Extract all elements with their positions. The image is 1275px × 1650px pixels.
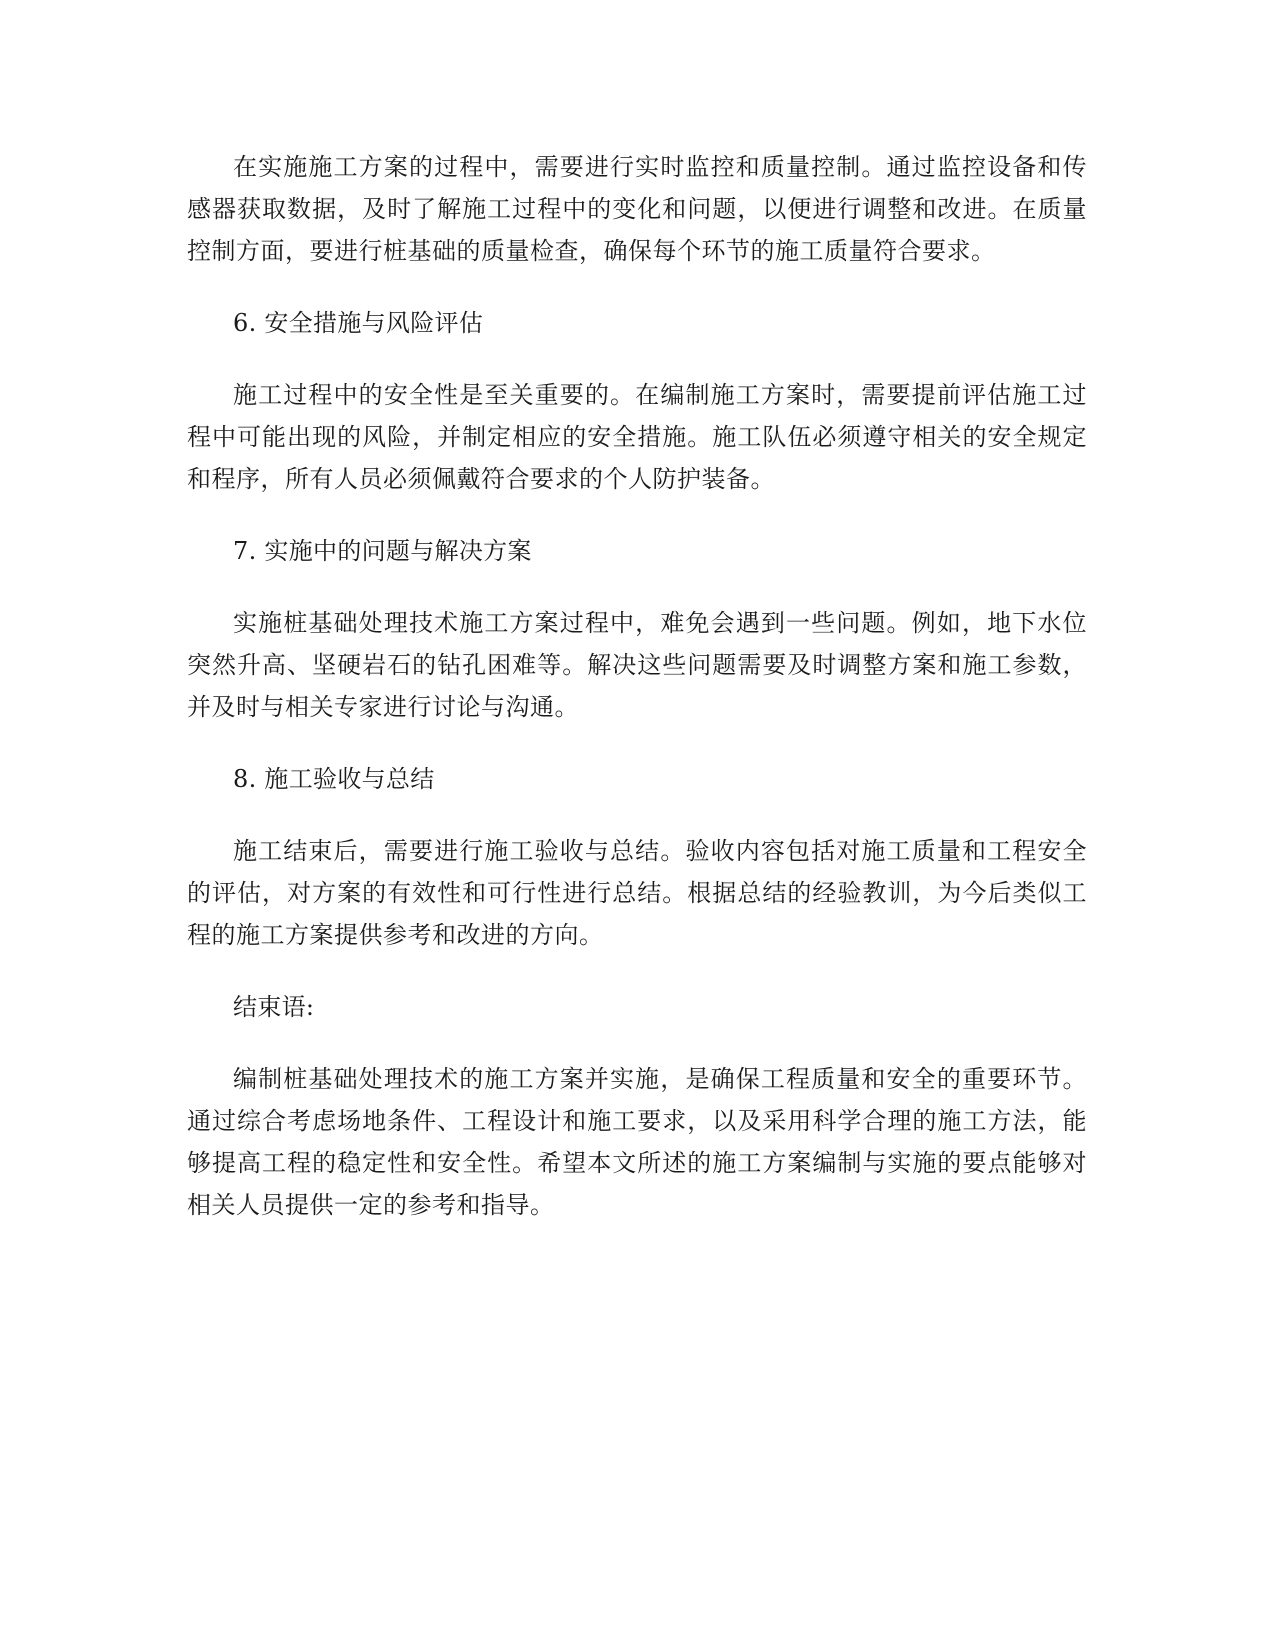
paragraph-safety: 施工过程中的安全性是至关重要的。在编制施工方案时，需要提前评估施工过程中可能出现的风险，并制定相应的安全措施。施工队伍必须遵守相关的安全规定和程序，所有人员必须佩戴符合要求的个人防护装备。 [187,381,1087,493]
paragraph-problems: 实施桩基础处理技术施工方案过程中，难免会遇到一些问题。例如，地下水位突然升高、坚硬岩石的钻孔困难等。解决这些问题需要及时调整方案和施工参数，并及时与相关专家进行讨论与沟通。 [187,609,1087,721]
paragraph-acceptance: 施工结束后，需要进行施工验收与总结。验收内容包括对施工质量和工程安全的评估，对方案的有效性和可行性进行总结。根据总结的经验教训，为今后类似工程的施工方案提供参考和改进的方向。 [187,837,1087,949]
paragraph-conclusion: 编制桩基础处理技术的施工方案并实施，是确保工程质量和安全的重要环节。通过综合考虑场地条件、工程设计和施工要求，以及采用科学合理的施工方法，能够提高工程的稳定性和安全性。希望本文所述的施工方案编制与实施的要点能够对相关人员提供一定的参考和指导。 [187,1065,1087,1219]
heading-safety-measures: 6. 安全措施与风险评估 [233,309,484,337]
heading-conclusion: 结束语: [233,993,315,1021]
document-body [187,146,1087,1256]
paragraph-monitoring: 在实施施工方案的过程中，需要进行实时监控和质量控制。通过监控设备和传感器获取数据，及时了解施工过程中的变化和问题，以便进行调整和改进。在质量控制方面，要进行桩基础的质量检查，确保每个环节的施工质量符合要求。 [187,153,1087,265]
heading-acceptance-summary: 8. 施工验收与总结 [233,765,435,793]
heading-problems-solutions: 7. 实施中的问题与解决方案 [233,537,532,565]
